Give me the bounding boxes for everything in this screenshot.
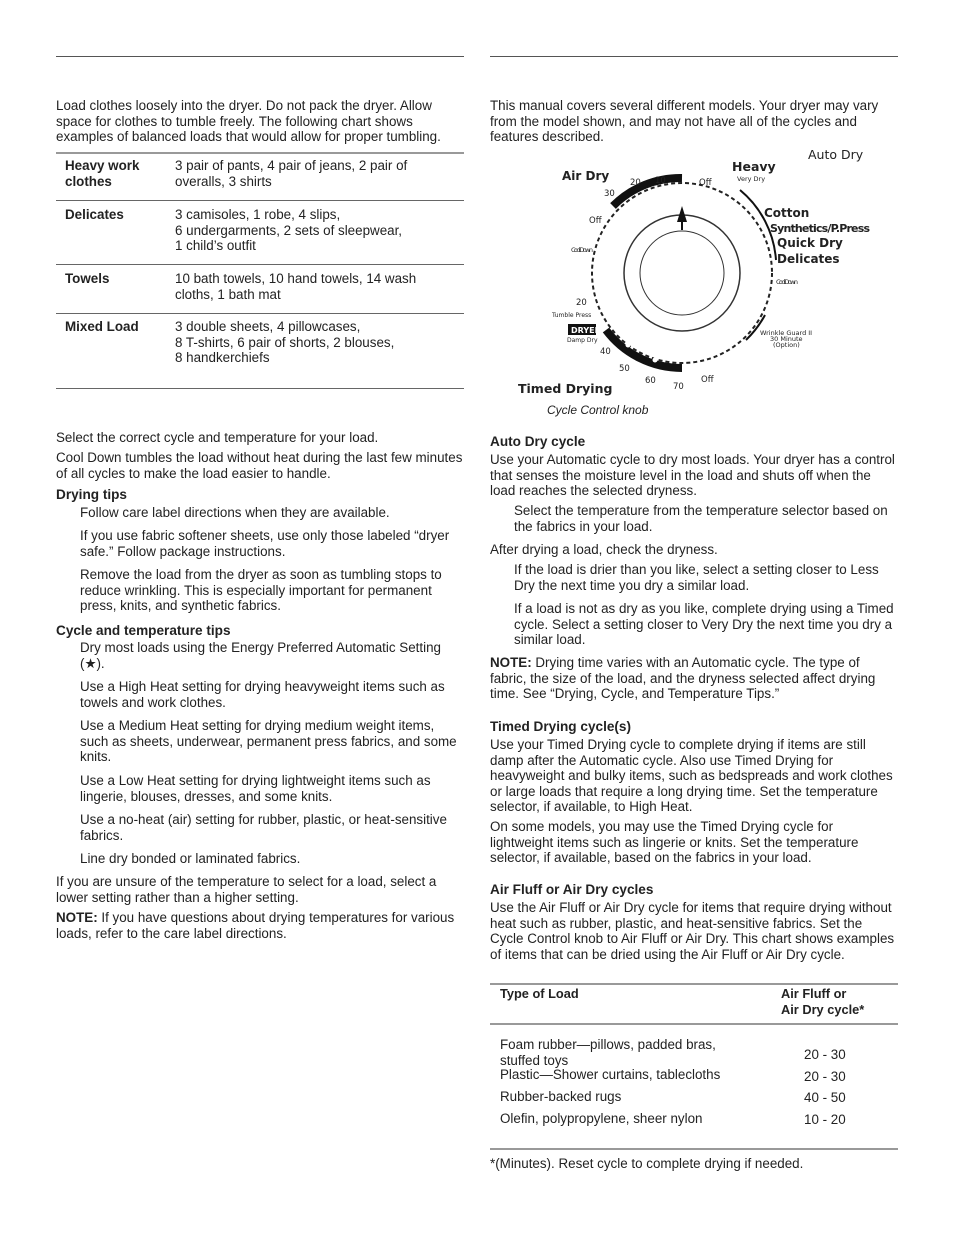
air-table-time: 40 - 50	[804, 1090, 846, 1105]
load-type: Towels	[65, 271, 110, 286]
load-items: 3 pair of pants, 4 pair of jeans, 2 pair of overalls, 3 shirts	[175, 158, 408, 189]
dial-tumble-press: Tumble Press	[552, 312, 592, 319]
timed-drying-heading: Timed Drying cycle(s)	[490, 719, 632, 734]
dial-damp-dry: Damp Dry	[567, 337, 598, 344]
auto-dry-heading: Auto Dry cycle	[490, 434, 586, 449]
drier-text: If the load is drier than you like, select a setting closer to Less Dry the next time you dry a similar load.	[514, 562, 879, 593]
select-text: Select the correct cycle and temperature for your load.	[56, 430, 379, 445]
air-fluff-heading: Air Fluff or Air Dry cycles	[490, 882, 654, 897]
load-items: 10 bath towels, 10 hand towels, 14 wash cloths, 1 bath mat	[175, 271, 417, 302]
note-text: Drying time varies with an Automatic cycle. The type of fabric, the size of the load, and the dryness selected affect drying time. See “Drying, Cycle, and Temperature Tips.”	[490, 655, 876, 702]
dial-off-bottom: Off	[701, 375, 714, 385]
load-type: Mixed Load	[65, 319, 139, 334]
dial-wrinkle-guard: Wrinkle Guard II	[760, 329, 813, 337]
cycle-tip: Use a no-heat (air) setting for rubber, plastic, or heat-sensitive fabrics.	[80, 812, 447, 843]
cooldown-text: Cool Down tumbles the load without heat during the last few minutes of all cycles to make the load easier to handle.	[56, 450, 463, 481]
not-dry-text: If a load is not as dry as you like, complete drying using a Timed cycle. Select a setting closer to Very Dry the next time you dry a similar load.	[514, 601, 894, 648]
timed-drying-text-1: Use your Timed Drying cycle to complete drying if items are still damp after the Automatic cycle. Also use Timed Drying for heavyweight and bulky items, such as bedspreads and work clothes or large loads that require a long drying time. Set the temperature selector, if available, to High Heat.	[490, 737, 893, 815]
air-table-header-rule	[490, 1023, 898, 1025]
air-table-item: Rubber-backed rugs	[500, 1089, 622, 1104]
dial-num-10: 10	[655, 176, 666, 186]
dial-option: (Option)	[773, 341, 800, 349]
air-table-footnote: *(Minutes). Reset cycle to complete drying if needed.	[490, 1156, 804, 1171]
dial-num-20-left: 20	[576, 298, 587, 308]
air-table-col-cycle: Air Fluff or Air Dry cycle*	[781, 986, 865, 1017]
right-note	[490, 655, 898, 702]
dial-delicates: Delicates	[777, 252, 840, 266]
load-intro: Load clothes loosely into the dryer. Do not pack the dryer. Allow space for clothes to tumble freely. The following chart shows examples of balanced loads that would allow for proper tumbling.	[56, 98, 441, 145]
load-items: 3 camisoles, 1 robe, 4 slips, 6 undergarments, 2 sets of sleepwear, 1 child’s outfit	[175, 207, 403, 254]
air-table-bottom-rule	[490, 1148, 898, 1150]
cycle-tip: Use a High Heat setting for drying heavyweight items such as towels and work clothes.	[80, 679, 445, 710]
top-rule-left	[56, 56, 464, 57]
dial-num-70: 70	[673, 382, 684, 392]
auto-dry-text: Use your Automatic cycle to dry most loads. Your dryer has a control that senses the moisture level in the load and shuts off when the load reaches the selected dryness.	[490, 452, 895, 499]
dial-dryel: DRYEL	[571, 326, 600, 335]
dial-num-30: 30	[604, 189, 615, 199]
cycle-control-knob	[500, 140, 890, 400]
dial-very-dry: Very Dry	[737, 175, 766, 183]
cycle-tip: Line dry bonded or laminated fabrics.	[80, 851, 301, 866]
load-row	[56, 314, 464, 389]
air-table-item: Foam rubber—pillows, padded bras, stuffed toys	[500, 1037, 716, 1068]
dial-cool-down-right: Cool Down	[776, 278, 798, 286]
models-intro: This manual covers several different models. Your dryer may vary from the model shown, and may not have all of the cycles and features described.	[490, 98, 879, 145]
dial-cool-down-left: Cool Down	[571, 246, 593, 254]
load-type: Delicates	[65, 207, 124, 222]
load-type: Heavy work clothes	[65, 158, 140, 189]
dial-quick-dry: Quick Dry	[777, 236, 843, 250]
air-table-col-type: Type of Load	[500, 986, 579, 1001]
load-row	[56, 201, 464, 265]
drying-tips-heading: Drying tips	[56, 487, 127, 502]
air-table-item: Plastic—Shower curtains, tablecloths	[500, 1067, 721, 1082]
cycle-tip: Use a Medium Heat setting for drying medium weight items, such as sheets, underwear, permanent press fabrics, and some knits.	[80, 718, 457, 765]
dial-air-dry: Air Dry	[562, 169, 610, 183]
cycle-tip: Dry most loads using the Energy Preferred Automatic Setting (★).	[80, 640, 441, 671]
cycle-tips-heading: Cycle and temperature tips	[56, 623, 231, 638]
drying-tip: Follow care label directions when they are available.	[80, 505, 390, 520]
dial-num-20-top: 20	[630, 178, 641, 188]
load-row	[56, 265, 464, 314]
note-label: NOTE:	[56, 910, 98, 925]
after-drying-text: After drying a load, check the dryness.	[490, 542, 718, 557]
air-table-top-rule	[490, 983, 898, 985]
air-table-time: 20 - 30	[804, 1047, 846, 1062]
air-table-time: 10 - 20	[804, 1112, 846, 1127]
auto-dry-step: Select the temperature from the temperature selector based on the fabrics in your load.	[514, 503, 888, 534]
dial-auto-dry: Auto Dry	[808, 147, 864, 162]
dial-synthetics: Synthetics/P.Press	[770, 222, 870, 235]
drying-tip: Remove the load from the dryer as soon as tumbling stops to reduce wrinkling. This is especially important for permanent press, knits, and synthetic fabrics.	[80, 567, 442, 614]
cycle-tip: Use a Low Heat setting for drying lightweight items such as lingerie, blouses, dresses, and some knits.	[80, 773, 431, 804]
dial-num-50: 50	[619, 364, 630, 374]
dial-num-40: 40	[600, 347, 611, 357]
dial-caption: Cycle Control knob	[547, 403, 649, 417]
air-table-time: 20 - 30	[804, 1069, 846, 1084]
dial-off-left: Off	[589, 216, 602, 226]
dial-thirty-minute: 30 Minute	[770, 335, 803, 343]
dial-timed-drying: Timed Drying	[518, 381, 613, 396]
dial-off-top: Off	[699, 178, 712, 188]
note-label: NOTE:	[490, 655, 532, 670]
air-table-item: Olefin, polypropylene, sheer nylon	[500, 1111, 703, 1126]
timed-drying-text-2: On some models, you may use the Timed Drying cycle for lightweight items such as lingerie or knits. Set the temperature selector, if available, based on the fabrics in your load.	[490, 819, 859, 866]
top-rule-right	[490, 56, 898, 57]
left-note	[56, 910, 464, 941]
dial-cotton: Cotton	[764, 206, 810, 220]
unsure-text: If you are unsure of the temperature to select for a load, select a lower setting rather than a higher setting.	[56, 874, 437, 905]
dial-num-60: 60	[645, 376, 656, 386]
air-fluff-text: Use the Air Fluff or Air Dry cycle for items that require drying without heat such as rubber, plastic, and heat-sensitive fabrics. Set the Cycle Control knob to Air Fluff or Air Dry. This chart shows examples of items that can be dried using the Air Fluff or Air Dry cycle.	[490, 900, 895, 962]
load-row	[56, 154, 464, 201]
dial-heavy: Heavy	[732, 159, 776, 174]
note-text: If you have questions about drying temperatures for various loads, refer to the care label directions.	[56, 910, 455, 941]
load-items: 3 double sheets, 4 pillowcases, 8 T-shirts, 6 pair of shorts, 2 blouses, 8 handkerchiefs	[175, 319, 395, 366]
drying-tip: If you use fabric softener sheets, use only those labeled “dryer safe.” Follow package instructions.	[80, 528, 450, 559]
